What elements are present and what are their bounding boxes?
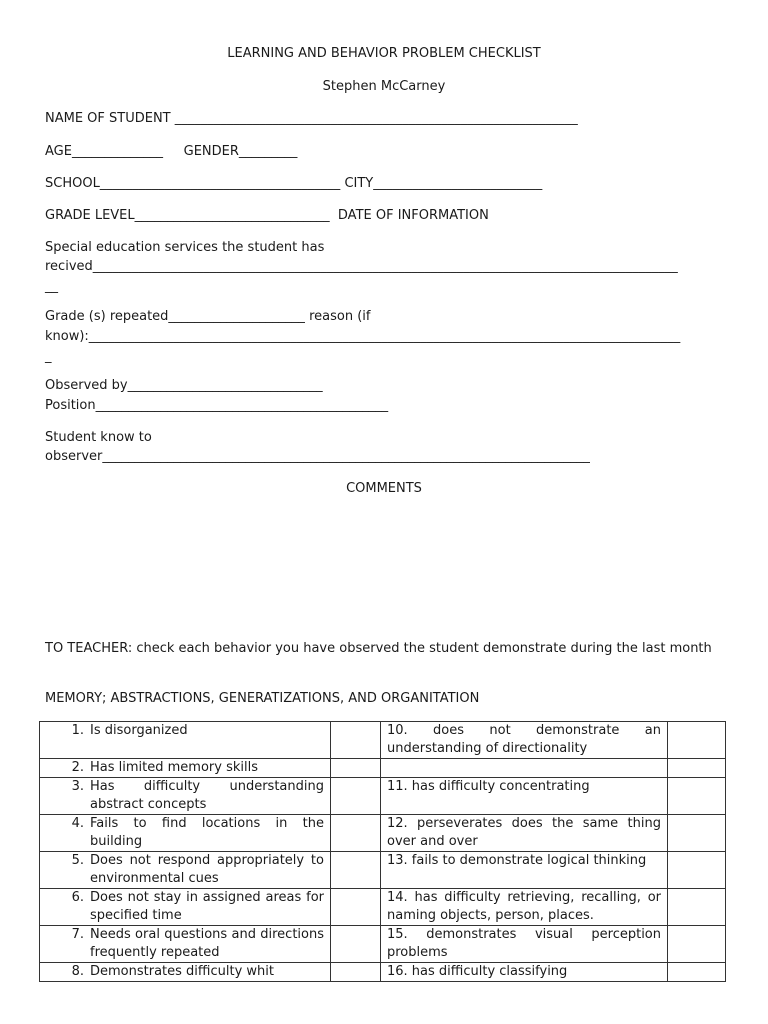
table-row [40, 722, 726, 759]
behavior-item: 13. fails to demonstrate logical thinking [381, 852, 668, 889]
behavior-item [381, 759, 668, 778]
check-cell[interactable] [668, 889, 726, 926]
item-number: 2. [71, 760, 84, 775]
item-text: Is disorganized [90, 723, 188, 738]
behavior-item [40, 852, 331, 889]
student-known-field[interactable]: observer___________________________________________________________________________ [45, 449, 590, 464]
behavior-item [40, 926, 331, 963]
check-cell[interactable] [331, 722, 381, 759]
observed-by-field[interactable]: Observed by______________________________ [45, 378, 323, 393]
check-cell[interactable] [331, 759, 381, 778]
document-author: Stephen McCarney [322, 79, 446, 94]
behavior-item [40, 759, 331, 778]
grade-repeated-field[interactable]: Grade (s) repeated_____________________ reason (if [45, 309, 371, 324]
table-row [40, 889, 726, 926]
item-number: 4. [71, 816, 84, 831]
reason-field-overflow: _ [45, 349, 52, 364]
table-row [40, 926, 726, 963]
check-cell[interactable] [668, 778, 726, 815]
age-gender-field[interactable]: AGE______________ GENDER_________ [45, 144, 298, 159]
check-cell[interactable] [668, 815, 726, 852]
check-cell[interactable] [331, 889, 381, 926]
behavior-item [40, 963, 331, 982]
check-cell[interactable] [668, 852, 726, 889]
teacher-instruction: TO TEACHER: check each behavior you have observed the student demonstrate during the last month [45, 641, 712, 656]
behavior-item: 12. perseverates does the same thing over and over [381, 815, 668, 852]
item-text: Fails to find locations in the building [90, 816, 324, 849]
grade-date-field[interactable]: GRADE LEVEL______________________________ DATE OF INFORMATION [45, 208, 489, 223]
behavior-item [40, 722, 331, 759]
behavior-item: 11. has difficulty concentrating [381, 778, 668, 815]
check-cell[interactable] [668, 963, 726, 982]
behavior-item: 10. does not demonstrate an understanding of directionality [381, 722, 668, 759]
item-number: 7. [71, 927, 84, 942]
check-cell[interactable] [331, 926, 381, 963]
section-heading: MEMORY; ABSTRACTIONS, GENERATIZATIONS, AND ORGANITATION [45, 691, 480, 706]
table-row [40, 963, 726, 982]
check-cell[interactable] [331, 815, 381, 852]
school-city-field[interactable]: SCHOOL_____________________________________ CITY__________________________ [45, 176, 543, 191]
services-label: Special education services the student has [45, 240, 325, 255]
position-field[interactable]: Position_____________________________________________ [45, 398, 389, 413]
item-text: Does not stay in assigned areas for specified time [90, 890, 324, 923]
check-cell[interactable] [331, 778, 381, 815]
item-number: 6. [71, 890, 84, 905]
table-row [40, 815, 726, 852]
table-row [40, 759, 726, 778]
services-field[interactable]: recived__________________________________________________________________________________________ [45, 259, 678, 274]
check-cell[interactable] [668, 722, 726, 759]
item-text: Has limited memory skills [90, 760, 258, 775]
item-number: 3. [71, 779, 84, 794]
behavior-item: 16. has difficulty classifying [381, 963, 668, 982]
item-text: Does not respond appropriately to environmental cues [90, 853, 324, 886]
services-field-overflow: __ [45, 279, 58, 294]
item-number: 1. [71, 723, 84, 738]
student-known-label: Student know to [45, 430, 152, 445]
item-text: Needs oral questions and directions frequently repeated [90, 927, 324, 960]
behavior-item [40, 815, 331, 852]
item-number: 8. [71, 964, 84, 979]
table-row [40, 852, 726, 889]
behavior-checklist-table [39, 721, 726, 982]
check-cell[interactable] [668, 926, 726, 963]
item-number: 5. [71, 853, 84, 868]
behavior-item [40, 889, 331, 926]
check-cell[interactable] [668, 759, 726, 778]
reason-field[interactable]: know):___________________________________________________________________________________________ [45, 329, 681, 344]
check-cell[interactable] [331, 852, 381, 889]
behavior-item [40, 778, 331, 815]
behavior-item: 15. demonstrates visual perception problems [381, 926, 668, 963]
table-row [40, 778, 726, 815]
comments-heading: COMMENTS [346, 481, 422, 496]
item-text: Demonstrates difficulty whit [90, 964, 274, 979]
check-cell[interactable] [331, 963, 381, 982]
document-title: LEARNING AND BEHAVIOR PROBLEM CHECKLIST [227, 46, 541, 61]
item-text: Has difficulty understanding abstract concepts [90, 779, 324, 812]
student-name-field[interactable]: NAME OF STUDENT ______________________________________________________________ [45, 111, 578, 126]
behavior-item: 14. has difficulty retrieving, recalling, or naming objects, person, places. [381, 889, 668, 926]
